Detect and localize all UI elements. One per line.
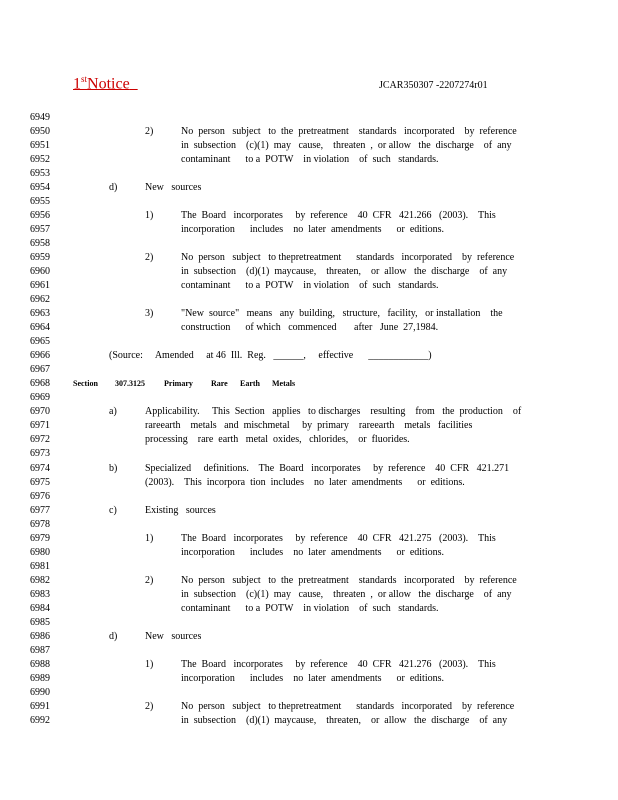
line-text: incorporation includes no later amendments or editions. (181, 672, 444, 684)
section-heading-word: Section (73, 379, 98, 389)
line-number: 6991 (30, 700, 50, 712)
document-line (0, 476, 618, 490)
document-line (0, 560, 618, 574)
line-number: 6970 (30, 406, 50, 418)
line-number: 6981 (30, 560, 50, 572)
line-number: 6980 (30, 546, 50, 558)
document-line (0, 237, 618, 251)
document-line (0, 125, 618, 139)
line-text: incorporation includes no later amendments or editions. (181, 224, 444, 236)
line-number: 6992 (30, 714, 50, 726)
section-heading-word: Earth (240, 379, 260, 389)
line-text: in subsection (d)(1) maycause, threaten, or allow the discharge of any (181, 266, 508, 278)
line-text: b) (109, 462, 118, 474)
line-text: d) (109, 182, 118, 194)
document-line (0, 644, 618, 658)
line-number: 6985 (30, 616, 50, 628)
line-text: 1) (145, 658, 154, 670)
line-text: rareearth metals and mischmetal by primary rareearth metals facilities (145, 420, 473, 432)
line-number: 6977 (30, 504, 50, 516)
document-line (0, 714, 618, 728)
section-heading-word: Rare (211, 379, 228, 389)
line-text: 2) (145, 126, 154, 138)
line-text: (2003). This incorpora tion includes no later amendments or editions. (145, 476, 465, 488)
line-text: c) (109, 504, 117, 516)
line-number: 6964 (30, 322, 50, 334)
line-number: 6957 (30, 224, 50, 236)
line-number: 6967 (30, 364, 50, 376)
line-number: 6973 (30, 448, 50, 460)
line-text: Applicability. This Section applies to discharges resulting from the production of (145, 406, 522, 418)
document-line (0, 672, 618, 686)
line-number: 6963 (30, 308, 50, 320)
document-line (0, 251, 618, 265)
line-text: processing rare earth metal oxides, chlorides, or fluorides. (145, 434, 410, 446)
document-line (0, 433, 618, 447)
line-number: 6979 (30, 532, 50, 544)
line-text: The Board incorporates by reference 40 CFR 421.276 (2003). This (181, 658, 496, 670)
document-line (0, 377, 618, 391)
document-line (0, 447, 618, 461)
document-line (0, 181, 618, 195)
line-text: New sources (145, 182, 202, 194)
line-number: 6949 (30, 112, 50, 123)
line-text: The Board incorporates by reference 40 CFR 421.275 (2003). This (181, 532, 496, 544)
line-number: 6962 (30, 294, 50, 306)
line-text: 3) (145, 308, 154, 320)
document-line (0, 349, 618, 363)
line-number: 6978 (30, 518, 50, 530)
section-heading-word: Primary (164, 379, 193, 389)
document-line (0, 307, 618, 321)
line-number: 6987 (30, 644, 50, 656)
line-text: in subsection (c)(1) may cause, threaten , or allow the discharge of any (181, 588, 512, 600)
line-number: 6969 (30, 392, 50, 404)
document-line (0, 546, 618, 560)
line-number: 6966 (30, 350, 50, 362)
document-line (0, 167, 618, 181)
line-number: 6958 (30, 238, 50, 250)
line-text: New sources (145, 630, 202, 642)
line-text: The Board incorporates by reference 40 CFR 421.266 (2003). This (181, 210, 496, 222)
line-number: 6988 (30, 658, 50, 670)
line-number: 6965 (30, 336, 50, 348)
document-line (0, 686, 618, 700)
line-number: 6986 (30, 630, 50, 642)
document-line (0, 658, 618, 672)
line-number: 6975 (30, 476, 50, 488)
line-text: d) (109, 630, 118, 642)
line-number: 6955 (30, 196, 50, 208)
document-line (0, 391, 618, 405)
line-number: 6961 (30, 280, 50, 292)
document-line (0, 223, 618, 237)
line-text: No person subject to thepretreatment standards incorporated by reference (181, 700, 515, 712)
document-line (0, 279, 618, 293)
line-number: 6984 (30, 602, 50, 614)
line-text: in subsection (d)(1) maycause, threaten, or allow the discharge of any (181, 714, 508, 726)
line-text: a) (109, 406, 117, 418)
line-number: 6972 (30, 434, 50, 446)
line-text: contaminant to a POTW in violation of such standards. (181, 602, 439, 614)
document-line (0, 588, 618, 602)
document-line (0, 518, 618, 532)
line-text: "New source" means any building, structure, facility, or installation the (181, 308, 503, 320)
line-text: contaminant to a POTW in violation of such standards. (181, 154, 439, 166)
document-line (0, 293, 618, 307)
document-line (0, 462, 618, 476)
line-text: 2) (145, 252, 154, 264)
document-line (0, 490, 618, 504)
line-number: 6954 (30, 182, 50, 194)
line-number: 6976 (30, 490, 50, 502)
line-text: No person subject to the pretreatment standards incorporated by reference (181, 574, 517, 586)
line-number: 6971 (30, 420, 50, 432)
document-line (0, 602, 618, 616)
line-number: 6989 (30, 672, 50, 684)
document-line (0, 111, 618, 125)
document-line (0, 209, 618, 223)
line-text: Existing sources (145, 504, 216, 516)
line-number: 6982 (30, 574, 50, 586)
line-text: in subsection (c)(1) may cause, threaten , or allow the discharge of any (181, 140, 512, 152)
line-number: 6959 (30, 252, 50, 264)
document-line (0, 574, 618, 588)
line-number: 6950 (30, 126, 50, 138)
document-line (0, 321, 618, 335)
line-text: construction of which commenced after June 27,1984. (181, 322, 439, 334)
document-line (0, 419, 618, 433)
line-number: 6968 (30, 378, 50, 390)
line-text: 1) (145, 210, 154, 222)
line-text: 2) (145, 574, 154, 586)
document-line (0, 504, 618, 518)
line-number: 6951 (30, 140, 50, 152)
line-text: contaminant to a POTW in violation of such standards. (181, 280, 439, 292)
line-number: 6956 (30, 210, 50, 222)
document-line (0, 335, 618, 349)
document-line (0, 630, 618, 644)
document-line (0, 405, 618, 419)
notice-label: 1stNotice (73, 74, 130, 93)
line-number: 6952 (30, 154, 50, 166)
line-text: (Source: Amended at 46 Ill. Reg. ______, effective ____________) (109, 350, 432, 362)
line-number: 6953 (30, 168, 50, 180)
line-number: 6983 (30, 588, 50, 600)
line-text: incorporation includes no later amendments or editions. (181, 546, 444, 558)
document-line (0, 700, 618, 714)
document-code: JCAR350307 -2207274r01 (379, 80, 488, 91)
section-heading-word: Metals (272, 379, 296, 389)
document-line (0, 363, 618, 377)
line-text: 1) (145, 532, 154, 544)
document-line (0, 265, 618, 279)
line-number: 6974 (30, 462, 50, 474)
line-number: 6960 (30, 266, 50, 278)
line-text: 2) (145, 700, 154, 712)
line-text: Specialized definitions. The Board incorporates by reference 40 CFR 421.271 (145, 462, 510, 474)
section-heading-word: 307.3125 (115, 379, 145, 389)
document-line (0, 532, 618, 546)
document-line (0, 616, 618, 630)
document-line (0, 195, 618, 209)
line-text: No person subject to thepretreatment standards incorporated by reference (181, 252, 515, 264)
line-text: No person subject to the pretreatment standards incorporated by reference (181, 126, 517, 138)
document-line (0, 153, 618, 167)
line-number: 6990 (30, 686, 50, 698)
document-line (0, 139, 618, 153)
